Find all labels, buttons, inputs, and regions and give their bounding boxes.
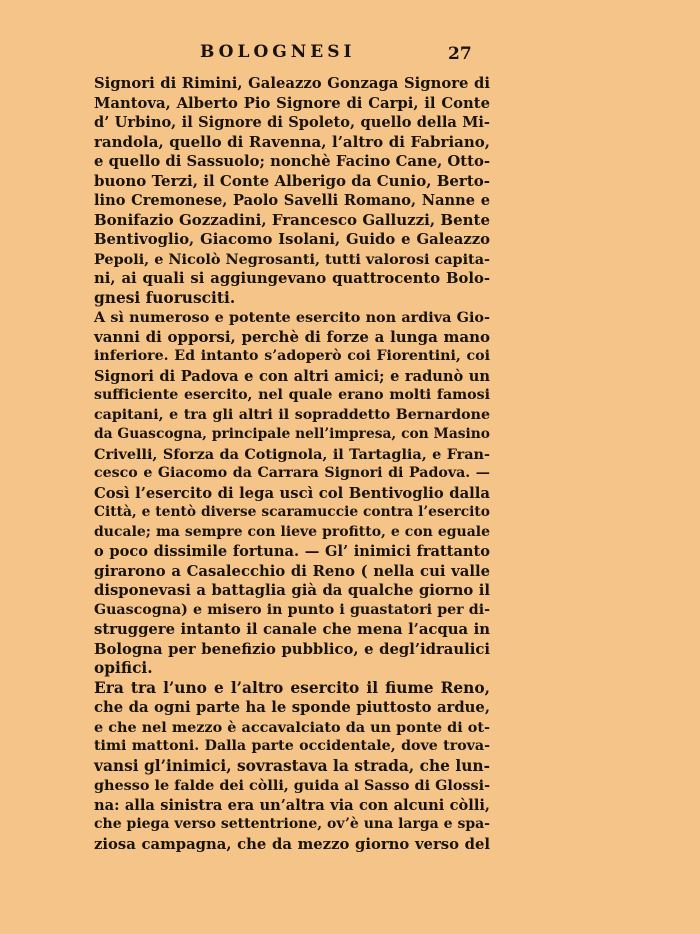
text-line: vansi gl’inimici, sovrastava la strada, che lun- [94, 756, 490, 775]
text-line: Bologna per benefizio pubblico, e degl’idraulici [94, 640, 490, 658]
page-number: 27 [448, 44, 472, 64]
text-line: da Guascogna, principale nell’impresa, con Masino [94, 426, 490, 442]
text-line: ni, ai quali si aggiungevano quattrocento Bolo- [94, 270, 490, 287]
text-line: Signori di Rimini, Galeazzo Gonzaga Signore di [94, 75, 490, 92]
text-line: Così l’esercito di lega uscì col Bentivoglio dalla [94, 484, 490, 502]
text-line: Crivelli, Sforza da Cotignola, il Tartaglia, e Fran- [94, 445, 490, 463]
text-line: cesco e Giacomo da Carrara Signori di Padova. — [94, 465, 490, 481]
text-line: struggere intanto il canale che mena l’acqua in [94, 621, 490, 638]
text-line: o poco dissimile fortuna. — Gl’ inimici frattanto [94, 543, 490, 560]
paragraph-1 [94, 74, 490, 308]
text-line: na: alla sinistra era un’altra via con alcuni còlli, [94, 796, 490, 814]
text-line: ducale; ma sempre con lieve profitto, e con eguale [94, 523, 490, 540]
text-line: e che nel mezzo è accavalciato da un ponte di ot- [94, 718, 490, 736]
body-text [94, 74, 490, 854]
text-line: girarono a Casalecchio di Reno ( nella cui valle [94, 562, 490, 580]
text-line: randola, quello di Ravenna, l’altro di Fabriano, [94, 132, 490, 151]
text-line: lino Cremonese, Paolo Savelli Romano, Nanne e [94, 192, 490, 209]
text-line: Bonifazio Gozzadini, Francesco Galluzzi, Bente [94, 210, 490, 229]
text-line: Era tra l’uno e l’altro esercito il fiume Reno, [94, 678, 490, 697]
text-line: e quello di Sassuolo; nonchè Facino Cane, Otto- [94, 153, 490, 170]
text-line: d’ Urbino, il Signore di Spoleto, quello della Mi- [94, 114, 490, 131]
running-head: BOLOGNESI [200, 42, 356, 62]
text-line: ghesso le falde dei còlli, guida al Sasso di Glossi- [94, 777, 491, 794]
text-line: capitani, e tra gli altri il sopraddetto Bernardone [94, 406, 490, 423]
text-line: opifici. [94, 659, 153, 677]
text-line: Mantova, Alberto Pio Signore di Carpi, il Conte [94, 94, 490, 112]
text-line: che da ogni parte ha le sponde piuttosto ardue, [94, 699, 490, 716]
text-line: sufficiente esercito, nel quale erano molti famosi [94, 387, 490, 403]
text-line: che piega verso settentrione, ov’è una larga e spa- [94, 816, 490, 832]
text-line: gnesi fuorusciti. [94, 288, 236, 307]
paragraph-2 [94, 308, 490, 679]
text-line: ziosa campagna, che da mezzo giorno verso del [94, 835, 490, 853]
text-line: vanni di opporsi, perchè di forze a lunga mano [94, 327, 490, 346]
text-line: Città, e tentò diverse scaramuccie contra l’esercito [94, 504, 490, 520]
text-line: Pepoli, e Nicolò Negrosanti, tutti valorosi capita- [94, 250, 490, 268]
text-line: Guascogna) e misero in punto i guastatori per di- [94, 601, 490, 618]
text-line: Signori di Padova e con altri amici; e radunò un [94, 367, 490, 385]
text-line: A sì numeroso e potente esercito non ardiva Gio- [94, 309, 490, 326]
text-line: Bentivoglio, Giacomo Isolani, Guido e Galeazzo [94, 231, 490, 248]
text-line: inferiore. Ed intanto s’adoperò coi Fiorentini, coi [94, 348, 490, 364]
paragraph-3 [94, 679, 490, 855]
text-line: buono Terzi, il Conte Alberigo da Cunio, Berto- [94, 171, 490, 190]
text-line: timi mattoni. Dalla parte occidentale, dove trova- [94, 738, 490, 754]
text-line: disponevasi a battaglia già da qualche giorno il [94, 582, 490, 599]
